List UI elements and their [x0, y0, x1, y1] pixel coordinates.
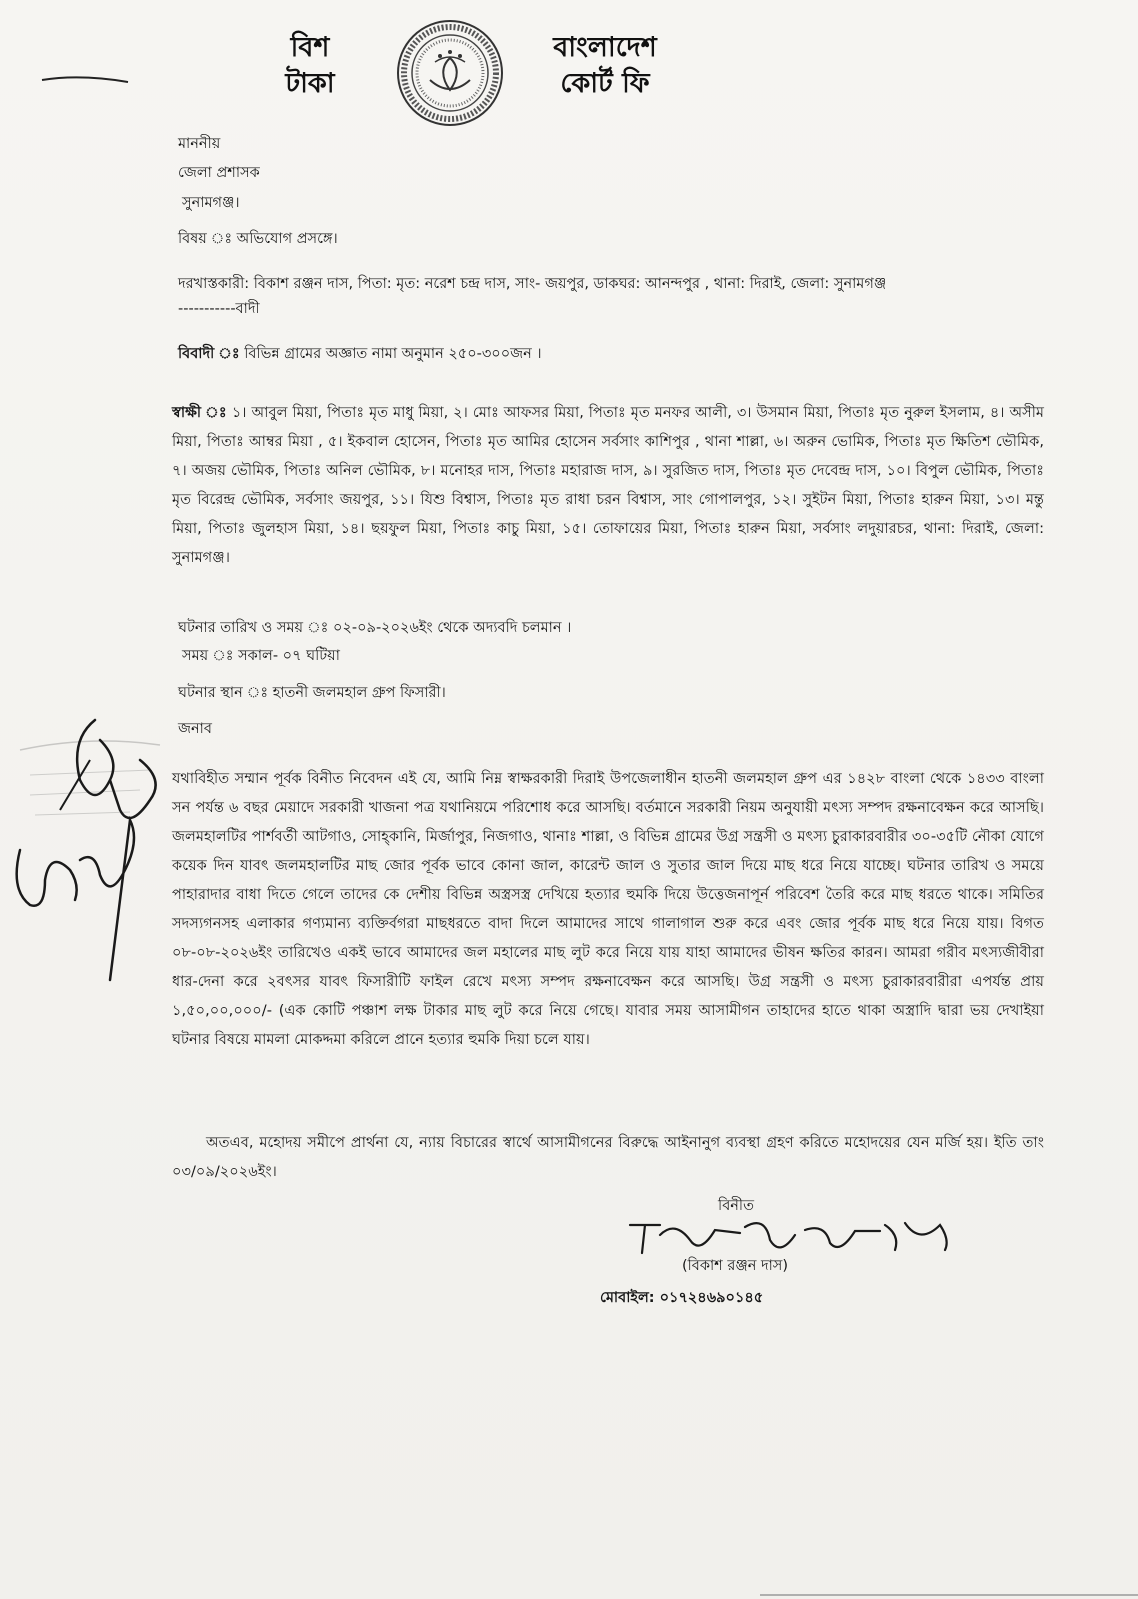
defendant-text: বিভিন্ন গ্রামের অজ্ঞাত নামা অনুমান ২৫০-৩০০জন । [239, 346, 542, 362]
stamp-type: কোর্ট ফি [560, 68, 650, 99]
incident-place: ঘটনার স্থান ঃ হাতনী জলমহাল গ্রুপ ফিসারী। [178, 685, 446, 701]
stamp-value-text [255, 30, 365, 102]
recipient-title: জেলা প্রশাসক [178, 165, 260, 181]
defendant-line [178, 344, 542, 364]
stamp-country-text [520, 30, 690, 102]
recipient-district: সুনামগঞ্জ। [182, 195, 240, 211]
bangladesh-govt-seal-icon [395, 18, 505, 128]
incident-date: ঘটনার তারিখ ও সময় ঃ ০২-০৯-২০২৬ইং থেকে অদ্যবদি চলমান । [178, 620, 572, 636]
stamp-value-line1: বিশ [290, 32, 330, 63]
witness-text: ১। আবুল মিয়া, পিতাঃ মৃত মাধু মিয়া, ২। মোঃ আফসর মিয়া, পিতাঃ মৃত মনফর আলী, ৩। উসমান মিয়া, পিতাঃ মৃত নুরুল ইসলাম, ৪। অসীম মিয়া, পিতাঃ আম্বর মিয়া , ৫। ইকবাল হোসেন, পিতাঃ মৃত আমির হোসেন সর্বসাং কাশিপুর , থানা শাল্লা, ৬। অরুন ভোমিক, পিতাঃ মৃত ক্ষিতিশ ভৌমিক, ৭। অজয় ভৌমিক, পিতাঃ অনিল ভৌমিক, ৮। মনোহর দাস, পিতাঃ মহারাজ দাস, ৯। সুরজিত দাস, পিতাঃ মৃত দেবেন্দ্র দাস, ১০। বিপুল ভৌমিক, পিতাঃ মৃত বিরেন্দ্র ভৌমিক, সর্বসাং জয়পুর, ১১। যিশু বিশ্বাস, পিতাঃ মৃত রাধা চরন বিশ্বাস, সাং গোপালপুর, ১২। সুইটন মিয়া, পিতাঃ হারুন মিয়া, ১৩। মন্তু মিয়া, পিতাঃ জুলহাস মিয়া, ১৪। ছয়ফুল মিয়া, পিতাঃ কাচু মিয়া, ১৫। তোফায়ের মিয়া, পিতাঃ হারুন মিয়া, সর্বসাং লদুয়ারচর, থানা: দিরাই, জেলা: সুনামগঞ্জ। [172, 404, 1044, 566]
petitioner-line: দরখাস্তকারী: বিকাশ রঞ্জন দাস, পিতা: মৃত: নরেশ চন্দ্র দাস, সাং- জয়পুর, ডাকঘর: আনন্দপুর , থানা: দিরাই, জেলা: সুনামগঞ্জ [178, 276, 887, 292]
defendant-label: বিবাদী ঃ [178, 346, 240, 362]
incident-time: সময় ঃ সকাল- ০৭ ঘটিয়া [182, 648, 340, 664]
witness-label: স্বাক্ষী ঃ [172, 404, 227, 421]
stamp-country: বাংলাদেশ [553, 32, 657, 63]
margin-initials-scribble [0, 700, 190, 990]
salutation: মাননীয় [178, 136, 221, 152]
signature-binito: বিনীত [718, 1198, 754, 1214]
margin-pen-stroke [40, 70, 130, 90]
petitioner-role: -----------বাদী [178, 301, 260, 317]
bottom-edge-mark [760, 1585, 1138, 1599]
body-paragraph: যথাবিহীত সম্মান পূর্বক বিনীত নিবেদন এই যে, আমি নিম্ন স্বাক্ষরকারী দিরাই উপজেলাধীন হাতনী জলমহাল গ্রুপ এর ১৪২৮ বাংলা থেকে ১৪৩৩ বাংলা সন পর্যন্ত ৬ বছর মেয়াদে সরকারী খাজনা পত্র যথানিয়মে পরিশোধ করে আসছি। বর্তমানে সরকারী নিয়ম অনুযায়ী মৎস্য সম্পদ রক্ষনাবেক্ষন করে আসছি। জলমহালটির পার্শবর্তী আটগাও, সোহ্কানি, মির্জাপুর, নিজগাও, থানাঃ শাল্লা, ও বিভিন্ন গ্রামের উগ্র সন্ত্রসী ও মৎস্য চুরাকারবারীর ৩০-৩৫টি নৌকা যোগে কয়েক দিন যাবৎ জলমহালটির মাছ জোর পূর্বক ভাবে কোনা জাল, কারেন্ট জাল ও সুতার জাল দিয়ে মাছ ধরে নিয়ে যাচ্ছে। ঘটনার তারিখ ও সময়ে পাহারাদার বাধা দিতে গেলে তাদের কে দেশীয় বিভিন্ন অস্ত্রসস্ত্র দেখিয়ে হত্যার হুমকি দিয়ে উত্তেজনাপূর্ন পরিবেশ তৈরি করে মাছ ধরতে থাকে। সমিতির সদস্যগনসহ এলাকার গণ্যমান্য ব্যক্তির্বগরা মাছধরতে বাদা দিলে আমাদের সাথে গালাগাল শুরু করে এবং জোর পূর্বক মাছ ধরে নিয়ে যায়। বিগত ০৮-০৮-২০২৬ইং তারিখেও একই ভাবে আমাদের জল মহালের মাছ লুট করে নিয়ে যায় যাহা আমাদের ভীষন ক্ষতির কারন। আমরা গরীব মৎস্যজীবীরা ধার-দেনা করে ২বৎসর যাবৎ ফিসারীটি ফাইল রেখে মৎস্য সম্পদ রক্ষনাবেক্ষন করে আসছি। উগ্র সন্ত্রসী ও মৎস্য চুরাকারবারীরা এপর্যন্ত প্রায় ১,৫০,০০,০০০/- (এক কোটি পঞ্চাশ লক্ষ টাকার মাছ লুট করে নিয়ে গেছে। যাবার সময় আসামীগন তাহাদের হাতে থাকা অস্ত্রাদি দ্বারা ভয় দেখাইয়া ঘটনার বিষয়ে মামলা মোকদ্দমা করিলে প্রানে হত্যার হুমকি দিয়া চলে যায়। [172, 770, 1044, 1048]
witness-paragraph [172, 398, 1044, 572]
closing-paragraph: অতএব, মহোদয় সমীপে প্রার্থনা যে, ন্যায় বিচারের স্বার্থে আসামীগনের বিরুদ্ধে আইনানুগ ব্যবস্থা গ্রহণ করিতে মহোদয়ের যেন মর্জি হয়। ইতি তাং ০৩/০৯/২০২৬ইং। [172, 1134, 1044, 1180]
signatory-name: (বিকাশ রঞ্জন দাস) [681, 1258, 789, 1274]
stamp-value-line2: টাকা [285, 68, 335, 99]
greeting: জনাব [178, 721, 212, 737]
subject-line: বিষয় ঃ অভিযোগ প্রসঙ্গে। [178, 231, 338, 247]
signatory-mobile: মোবাইল: ০১৭২৪৬৯০১৪৫ [600, 1290, 764, 1306]
